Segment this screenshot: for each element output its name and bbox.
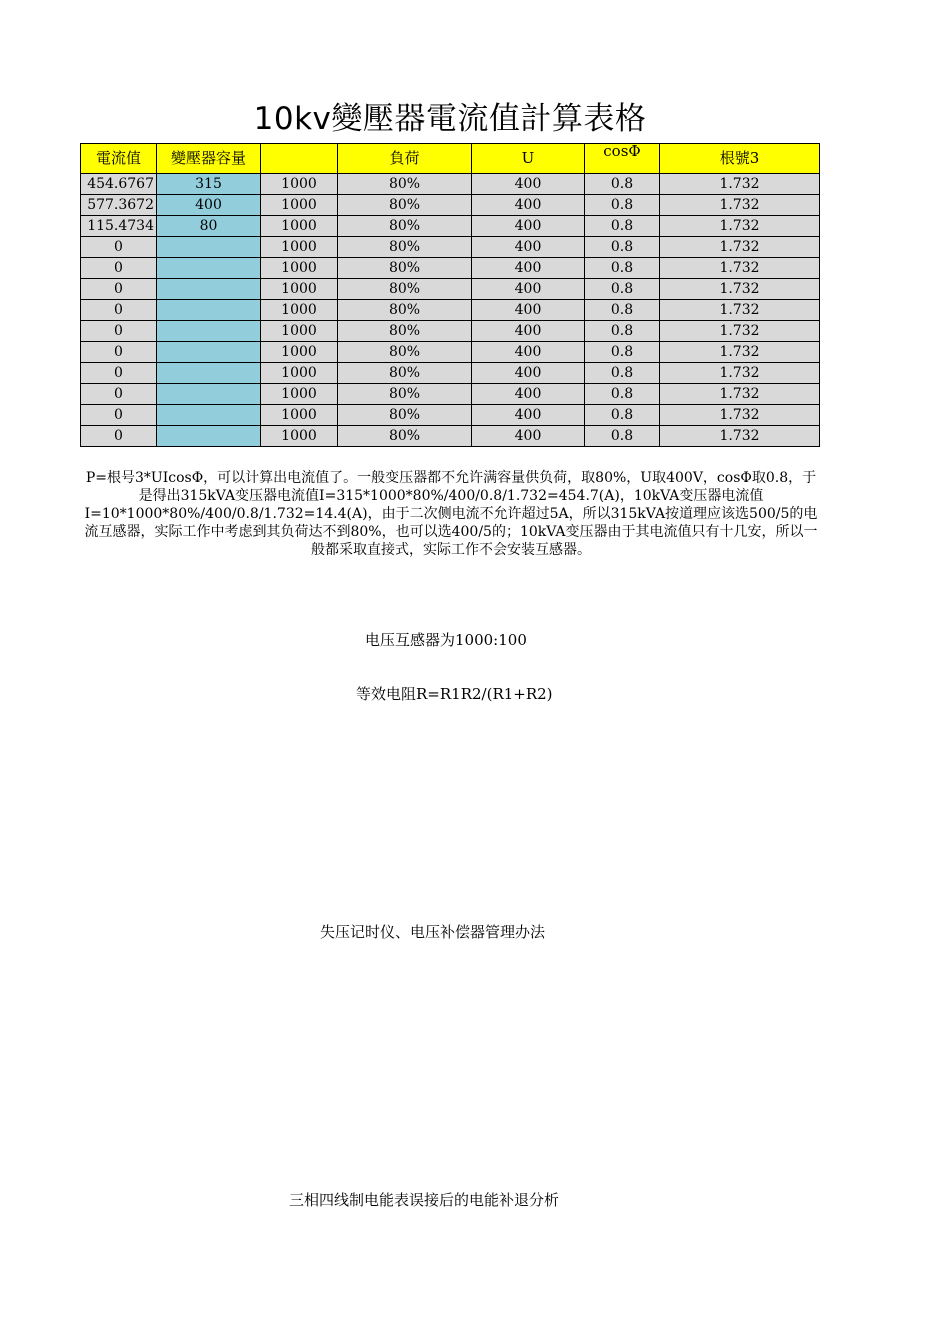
equiv-resistance-text: 等效电阻R=R1R2/(R1+R2): [356, 685, 553, 703]
cell-base: 1000: [261, 279, 338, 300]
cell-cosphi: 0.8: [585, 321, 660, 342]
cell-cosphi: 0.8: [585, 174, 660, 195]
header-sqrt3: 根號3: [660, 144, 820, 174]
header-cosphi: cosΦ: [585, 144, 660, 174]
cell-load: 80%: [338, 342, 472, 363]
cell-capacity: [157, 279, 261, 300]
cell-current: 0: [81, 300, 157, 321]
cell-base: 1000: [261, 342, 338, 363]
cell-sqrt3: 1.732: [660, 405, 820, 426]
table-row: [81, 237, 820, 258]
cell-current: 0: [81, 237, 157, 258]
cell-current: 0: [81, 384, 157, 405]
cell-base: 1000: [261, 300, 338, 321]
table-row: [81, 216, 820, 237]
cell-load: 80%: [338, 363, 472, 384]
cell-cosphi: 0.8: [585, 405, 660, 426]
cell-sqrt3: 1.732: [660, 258, 820, 279]
cell-sqrt3: 1.732: [660, 384, 820, 405]
cell-base: 1000: [261, 258, 338, 279]
cell-capacity: 400: [157, 195, 261, 216]
management-text: 失压记时仪、电压补偿器管理办法: [320, 923, 546, 941]
cell-load: 80%: [338, 384, 472, 405]
cell-voltage: 400: [472, 363, 585, 384]
cell-cosphi: 0.8: [585, 237, 660, 258]
header-capacity: 變壓器容量: [157, 144, 261, 174]
cell-current: 454.6767: [81, 174, 157, 195]
cell-current: 0: [81, 342, 157, 363]
cell-load: 80%: [338, 258, 472, 279]
cell-load: 80%: [338, 279, 472, 300]
analysis-text: 三相四线制电能表误接后的电能补退分析: [289, 1191, 560, 1209]
cell-voltage: 400: [472, 216, 585, 237]
table-row: [81, 384, 820, 405]
cell-voltage: 400: [472, 321, 585, 342]
cell-load: 80%: [338, 321, 472, 342]
table-row: [81, 195, 820, 216]
cell-base: 1000: [261, 384, 338, 405]
cell-voltage: 400: [472, 279, 585, 300]
table-row: [81, 405, 820, 426]
cell-current: 0: [81, 279, 157, 300]
cell-current: 0: [81, 363, 157, 384]
cell-capacity: [157, 384, 261, 405]
cell-base: 1000: [261, 174, 338, 195]
header-voltage: U: [472, 144, 585, 174]
cell-cosphi: 0.8: [585, 426, 660, 447]
cell-voltage: 400: [472, 195, 585, 216]
cell-current: 0: [81, 258, 157, 279]
cell-cosphi: 0.8: [585, 258, 660, 279]
cell-voltage: 400: [472, 426, 585, 447]
table-row: [81, 426, 820, 447]
table-row: [81, 363, 820, 384]
pt-ratio-text: 电压互感器为1000:100: [365, 631, 527, 649]
cell-capacity: 315: [157, 174, 261, 195]
cell-base: 1000: [261, 321, 338, 342]
cell-load: 80%: [338, 216, 472, 237]
table-row: [81, 174, 820, 195]
table-row: [81, 300, 820, 321]
cell-base: 1000: [261, 426, 338, 447]
cell-voltage: 400: [472, 405, 585, 426]
table-header-row: [81, 144, 820, 174]
cell-load: 80%: [338, 174, 472, 195]
cell-sqrt3: 1.732: [660, 426, 820, 447]
cell-capacity: [157, 426, 261, 447]
cell-base: 1000: [261, 405, 338, 426]
cell-capacity: [157, 363, 261, 384]
cell-sqrt3: 1.732: [660, 342, 820, 363]
table-body: [81, 144, 820, 447]
cell-cosphi: 0.8: [585, 216, 660, 237]
page-title: 10kv變壓器電流值計算表格: [253, 101, 647, 137]
cell-sqrt3: 1.732: [660, 279, 820, 300]
cell-current: 577.3672: [81, 195, 157, 216]
cell-cosphi: 0.8: [585, 342, 660, 363]
cell-base: 1000: [261, 363, 338, 384]
cell-load: 80%: [338, 426, 472, 447]
cell-current: 0: [81, 426, 157, 447]
cell-cosphi: 0.8: [585, 279, 660, 300]
cell-current: 115.4734: [81, 216, 157, 237]
header-current: 電流值: [81, 144, 157, 174]
cell-sqrt3: 1.732: [660, 300, 820, 321]
cell-sqrt3: 1.732: [660, 363, 820, 384]
cell-current: 0: [81, 405, 157, 426]
cell-capacity: 80: [157, 216, 261, 237]
cell-voltage: 400: [472, 342, 585, 363]
explanation-note: P=根号3*UIcosΦ，可以计算出电流值了。一般变压器都不允许满容量供负荷，取80%，U取400V，cosΦ取0.8，于是得出315kVA变压器电流值I=315*1000*80%/400/0.8/1.732=454.7(A)，10kVA变压器电流值I=10*1000*80%/400/0.8/1.732=14.4(A)，由于二次侧电流不允许超过5A，所以315kVA按道理应该选500/5的电流互感器，实际工作中考虑到其负荷达不到80%，也可以选400/5的；10kVA变压器由于其电流值只有十几安，所以一般都采取直接式，实际工作不会安装互感器。: [84, 470, 818, 558]
cell-load: 80%: [338, 300, 472, 321]
cell-base: 1000: [261, 216, 338, 237]
cell-sqrt3: 1.732: [660, 174, 820, 195]
cell-sqrt3: 1.732: [660, 216, 820, 237]
cell-cosphi: 0.8: [585, 195, 660, 216]
cell-voltage: 400: [472, 258, 585, 279]
cell-capacity: [157, 237, 261, 258]
header-blank: [261, 144, 338, 174]
cell-capacity: [157, 258, 261, 279]
cell-sqrt3: 1.732: [660, 195, 820, 216]
cell-voltage: 400: [472, 300, 585, 321]
table-row: [81, 342, 820, 363]
cell-base: 1000: [261, 237, 338, 258]
cell-load: 80%: [338, 405, 472, 426]
cell-cosphi: 0.8: [585, 384, 660, 405]
header-load: 負荷: [338, 144, 472, 174]
cell-cosphi: 0.8: [585, 363, 660, 384]
cell-voltage: 400: [472, 237, 585, 258]
calc-table: [80, 143, 820, 447]
cell-current: 0: [81, 321, 157, 342]
cell-base: 1000: [261, 195, 338, 216]
cell-sqrt3: 1.732: [660, 237, 820, 258]
table-row: [81, 321, 820, 342]
table-row: [81, 258, 820, 279]
cell-voltage: 400: [472, 384, 585, 405]
cell-load: 80%: [338, 237, 472, 258]
cell-sqrt3: 1.732: [660, 321, 820, 342]
cell-voltage: 400: [472, 174, 585, 195]
cell-capacity: [157, 405, 261, 426]
cell-capacity: [157, 342, 261, 363]
cell-load: 80%: [338, 195, 472, 216]
cell-cosphi: 0.8: [585, 300, 660, 321]
cell-capacity: [157, 300, 261, 321]
cell-capacity: [157, 321, 261, 342]
table-row: [81, 279, 820, 300]
